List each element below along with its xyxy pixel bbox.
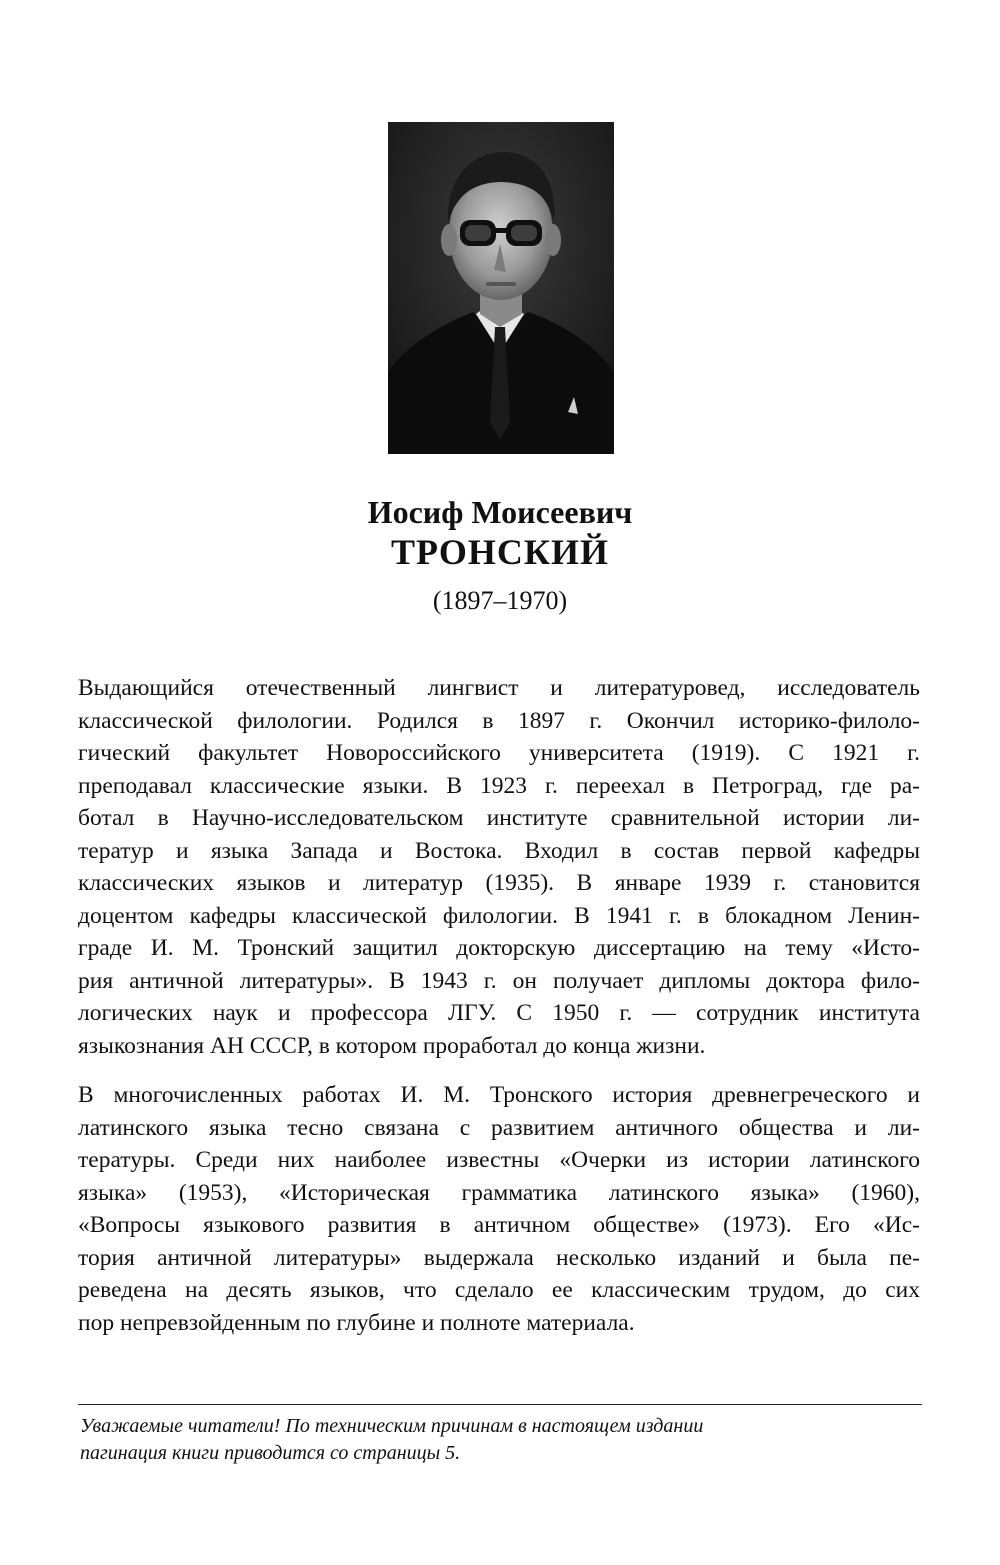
text-line: классической филологии. Родился в 1897 г. Окончил историко-филоло- (78, 707, 920, 734)
text-line: граде И. М. Тронский защитил докторскую диссертацию на тему «Исто- (78, 935, 920, 961)
footnote-divider (78, 1404, 922, 1405)
text-line: тория античной литературы» выдержала несколько изданий и была пе- (78, 1244, 920, 1271)
text-line: пор непревзойденным по глубине и полноте материала. (78, 1309, 635, 1336)
text-line: логических наук и профессора ЛГУ. С 1950 г. — сотрудник института (78, 1000, 920, 1026)
text-line: преподавал классические языки. В 1923 г. переехал в Петроград, где ра- (78, 772, 920, 799)
text-line: латинского языка тесно связана с развитием античного общества и ли- (78, 1114, 920, 1141)
footnote-line: Уважаемые читатели! По техническим причинам в настоящем издании (80, 1415, 704, 1437)
text-line: реведена на десять языков, что сделало ее классическим трудом, до сих (78, 1277, 920, 1303)
text-line: ботал в Научно-исследовательском институте сравнительной истории ли- (78, 805, 920, 831)
biography-paragraph-2 (78, 1079, 920, 1339)
biography-paragraph-1 (78, 672, 920, 1062)
text-line: языка» (1953), «Историческая грамматика латинского языка» (1960), (78, 1179, 920, 1206)
footnote-line: пагинация книги приводится со страницы 5. (80, 1442, 461, 1464)
footnote (80, 1413, 920, 1467)
person-first-name: Иосиф Моисеевич (367, 494, 633, 530)
text-line: рия античной литературы». В 1943 г. он получает дипломы доктора фило- (78, 967, 920, 994)
text-line: доцентом кафедры классической филологии. В 1941 г. в блокадном Ленин- (78, 902, 920, 929)
person-last-name: ТРОНСКИЙ (391, 532, 609, 572)
text-line: классических языков и литератур (1935). В январе 1939 г. становится (78, 870, 920, 896)
text-line: языкознания АН СССР, в котором проработал до конца жизни. (78, 1032, 706, 1059)
text-line: тературы. Среди них наиболее известны «Очерки из истории латинского (78, 1147, 920, 1173)
text-line: гический факультет Новороссийского университета (1919). С 1921 г. (78, 740, 920, 766)
portrait-illustration (388, 122, 614, 454)
text-line: Выдающийся отечественный лингвист и литературовед, исследователь (78, 675, 920, 701)
portrait-photo (388, 122, 614, 454)
life-years: (1897–1970) (432, 586, 568, 615)
text-line: «Вопросы языкового развития в античном обществе» (1973). Его «Ис- (78, 1212, 920, 1238)
text-line: тератур и языка Запада и Востока. Входил в состав первой кафедры (78, 837, 920, 864)
text-line: В многочисленных работах И. М. Тронского история древнегреческого и (78, 1082, 920, 1108)
